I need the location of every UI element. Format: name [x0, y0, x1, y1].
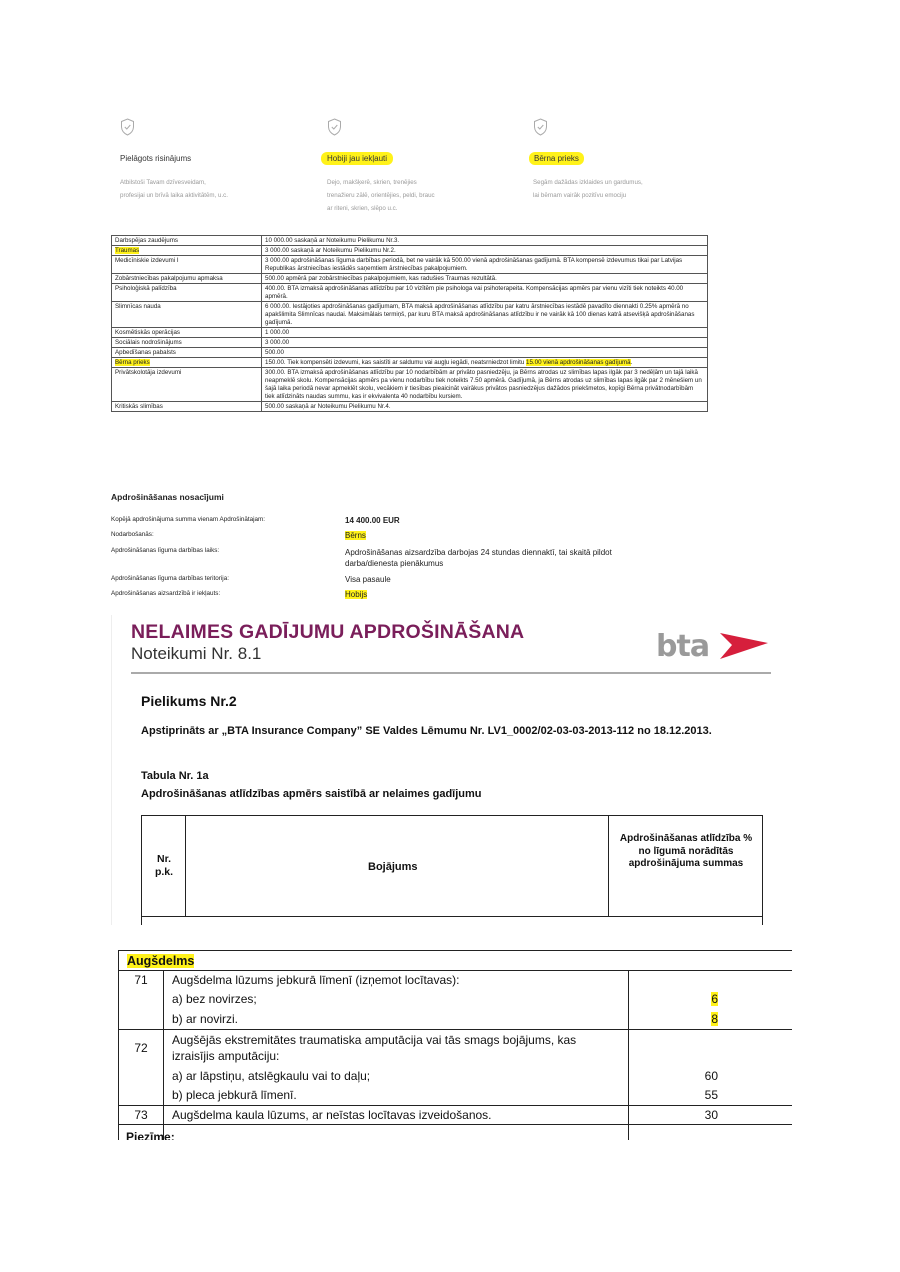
table-row: Slimnīcas nauda 6 000.00. Iestājoties apdrošināšanas gadījumam, BTA maksā apdrošināšanas atlīdzību par katru ārstniecības iestādē pavadīto diennakti 0.25% apmērā no apakšlimita Slimnīcas naudai. Maksimālais termiņš, par kuru BTA maksā apdrošināšanas atlīdzību ir ne vairāk kā 100 dienas katrā atsevišķā apdrošināšanas gadījumā.: [112, 302, 708, 328]
feature-child-joy: [533, 118, 713, 199]
section-header: Augšdelms: [118, 950, 792, 971]
appendix-title: Pielikums Nr.2: [141, 693, 237, 709]
svg-text:bta: bta: [656, 629, 710, 661]
table-row: Darbspējas zaudējums 10 000.00 saskaņā ar Noteikumu Pielikumu Nr.3.: [112, 236, 708, 246]
value: 8: [711, 1012, 718, 1026]
column-header-percent: Apdrošināšanas atlīdzība % no līgumā norādītās apdrošinājuma summas: [619, 833, 753, 869]
row-number: 72: [134, 1041, 148, 1055]
shield-check-icon: [327, 118, 342, 136]
feature-title: Pielāgots risinājums: [120, 154, 192, 163]
table-row: Traumas 3 000.00 saskaņā ar Noteikumu Pielikumu Nr.2.: [112, 246, 708, 256]
bta-logo: [654, 629, 770, 661]
value: 60: [704, 1069, 718, 1083]
shield-check-icon: [533, 118, 548, 136]
shield-check-icon: [120, 118, 135, 136]
divider: [131, 672, 771, 674]
table-row: Sociālais nodrošinājums 3 000.00: [112, 338, 708, 348]
table-row: Psiholoģiskā palīdzība 400.00. BTA izmaksā apdrošināšanas atlīdzību par 10 vizītēm pie psihologa vai psihoterapeita. Kompensācijas apmērs par vienu vizīti tiek noteikts 40.00 apmērā.: [112, 284, 708, 302]
table-row: Apbedīšanas pabalsts 500.00: [112, 348, 708, 358]
bta-document-excerpt: [111, 615, 784, 925]
approval-text: Apstiprināts ar „BTA Insurance Company” SE Valdes Lēmumu Nr. LV1_0002/02-03-03-2013-112 no 18.12.2013.: [141, 725, 712, 737]
table-row: Kosmētiskās operācijas 1 000.00: [112, 328, 708, 338]
table-row: Privātskolotāja izdevumi 300.00. BTA izmaksā apdrošināšanas atlīdzību par 10 nodarbībām ar privāto pasniedzēju, ja Bērns atrodas uz slimības lapas ilgāk par 3 nedēļām un tajā laikā neapmeklē skolu. Kompensācijas apmērs pa vienu nodarbību tiek noteikts 7.50 apmērā. Gadījumā, ja Bērns atrodas uz slimības lapas ilgāk par 2 mēnešiem un šajā laika periodā nevar apmeklēt skolu, vecākiem ir tiesības pieaicināt vairākus privātos pasniedzējus dažādos priekšmetos, kopīgi Bērna privātnodarbībām tiek atlīdzināts naudas summu, kas ir ekvivalenta 40 nodarbību kursiem.: [112, 368, 708, 402]
feature-hobbies-included: [327, 118, 507, 212]
feature-title: Bērna prieks: [529, 152, 584, 165]
table-caption: Apdrošināšanas atlīdzības apmērs saistībā ar nelaimes gadījumu: [141, 788, 482, 800]
row-number: 71: [134, 973, 148, 987]
column-header-nr: Nr. p.k.: [154, 853, 174, 878]
row-number: 73: [134, 1108, 148, 1122]
document-subheading: Noteikumi Nr. 8.1: [131, 644, 262, 663]
feature-description: Segām dažādas izklaides un gardumus, lai bērnam vairāk pozitīvu emociju: [533, 179, 643, 199]
column-header-injury: Bojājums: [368, 861, 418, 873]
value: 30: [704, 1108, 718, 1122]
note-label: Piezīme:: [126, 1130, 175, 1140]
coverage-table: [111, 235, 708, 412]
value: 55: [704, 1088, 718, 1102]
table-row: Bērna prieks 150.00. Tiek kompensēti izdevumi, kas saistīti ar saldumu vai augļu iegādi, neatsrniedzot limitu 15.00 vienā apdrošināšanas gadījumā.: [112, 358, 708, 368]
table-row: Kritiskās slimības 500.00 saskaņā ar Noteikumu Pielikumu Nr.4.: [112, 402, 708, 412]
value: 6: [711, 992, 718, 1006]
feature-description: Atbilstoši Tavam dzīvesveidam, profesijai un brīvā laika aktivitātēm, u.c.: [120, 179, 228, 199]
injury-table-header: [141, 815, 763, 925]
document-heading: NELAIMES GADĪJUMU APDROŠINĀŠANA: [131, 621, 525, 643]
feature-custom-solution: [120, 118, 300, 199]
feature-title: Hobiji jau iekļauti: [321, 152, 393, 165]
upper-arm-table: Augšdelms 71 Augšdelma lūzums jebkurā līmenī (izņemot locītavas): a) bez novirzes; b) ar novirzi. 6 8 72 Augšējās ekstremitātes traumatiska amputācija vai tās smags bojājums, kas izraisījis amputāciju: a) ar lāpstiņu, atslēgkaulu vai to daļu; b) pleca jebkurā līmenī. 60 55 73 Augšdelma kaula lūzums, ar neīstas locītavas izveidošanos. 30 Piezīme:: [118, 950, 792, 1140]
table-row: Medicīniskie izdevumi I 3 000.00 apdrošināšanas līguma darbības periodā, bet ne vairāk kā 500.00 vienā apdrošināšanas gadījumā. BTA kompensē izdevumus tikai par Latvijas Republikas ārstniecības iestādēs saņemtiem ārstniecības pakalpojumiem.: [112, 256, 708, 274]
conditions-title: Apdrošināšanas nosacījumi: [111, 492, 224, 502]
table-row: Zobārstniecības pakalpojumu apmaksa 500.00 apmērā par zobārstniecības pakalpojumiem, kas radušies Traumas rezultātā.: [112, 274, 708, 284]
table-number: Tabula Nr. 1a: [141, 770, 209, 782]
feature-description: Dejo, makšķerē, skrien, trenējies trenažieru zālē, orientējies, peldi, brauc ar riteni, skrien, slēpo u.c.: [327, 179, 435, 212]
